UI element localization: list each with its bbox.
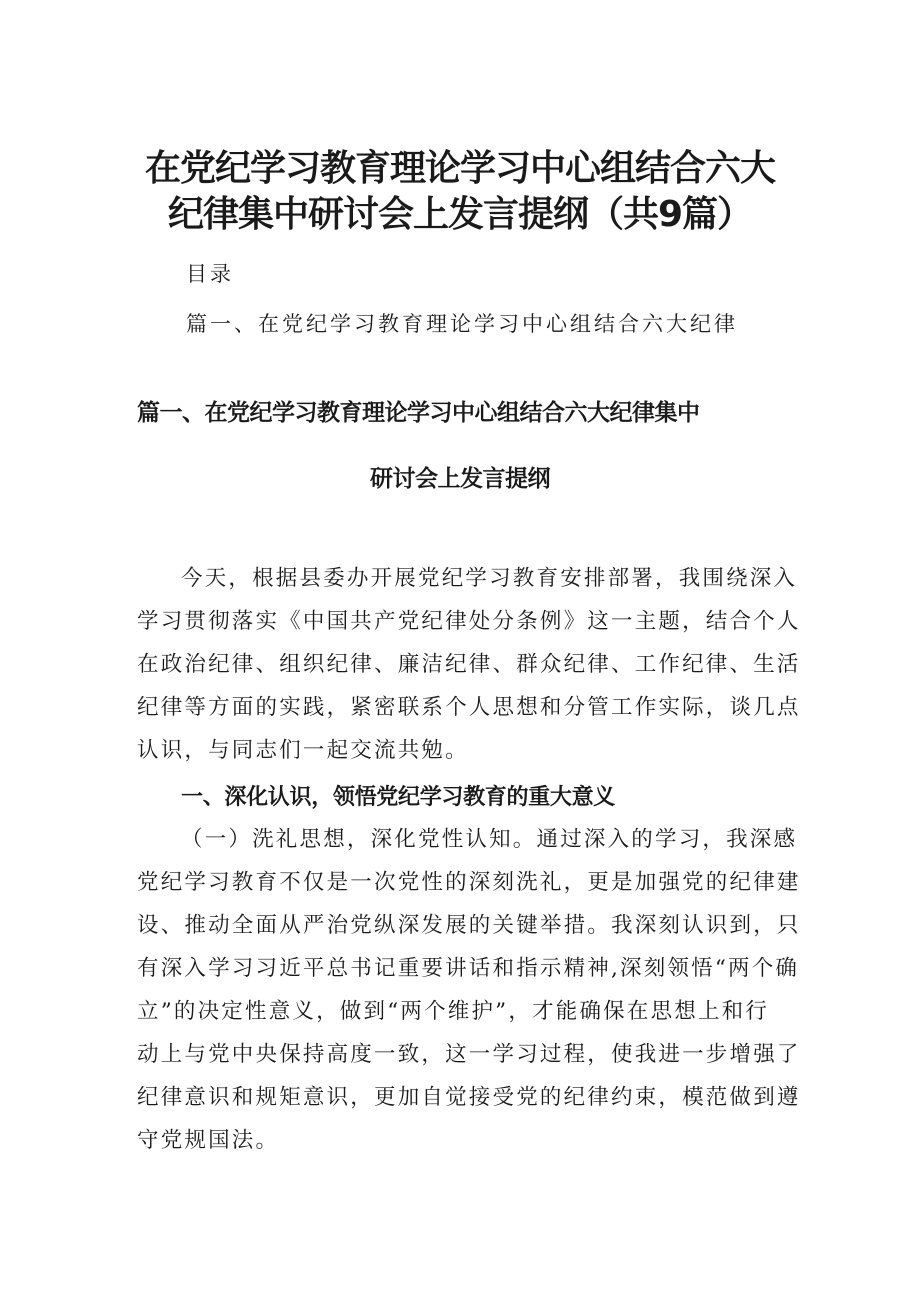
para-line: 立”的决定性意义，做到“两个维护”，才能确保在思想上和行 — [137, 999, 770, 1024]
heading-1: 一、深化认识，领悟党纪学习教育的重大意义 — [181, 785, 616, 810]
section-title-line-1: 篇一、在党纪学习教育理论学习中心组结合六大纪律集中 — [137, 400, 700, 426]
para-line: 设、推动全面从严治党纵深发展的关键举措。我深刻认识到，只 — [137, 913, 801, 938]
doc-title-line-2: 纪律集中研讨会上发言提纲（共9篇） — [167, 194, 753, 235]
para-line: 动上与党中央保持高度一致，这一学习过程，使我进一步增强了 — [137, 1042, 801, 1067]
intro-line: 今天，根据县委办开展党纪学习教育安排部署，我围绕深入 — [181, 566, 798, 591]
toc-label: 目录 — [186, 262, 234, 286]
para-line: （一）洗礼思想，深化党性认知。通过深入的学习，我深感 — [181, 827, 798, 852]
para-line: 党纪学习教育不仅是一次党性的深刻洗礼，更是加强党的纪律建 — [137, 870, 801, 895]
intro-line: 纪律等方面的实践，紧密联系个人思想和分管工作实际，谈几点 — [137, 695, 801, 720]
toc-item[interactable]: 篇一、在党纪学习教育理论学习中心组结合六大纪律 — [186, 312, 738, 336]
para-line: 守党规国法。 — [137, 1128, 280, 1153]
intro-line: 学习贯彻落实《中国共产党纪律处分条例》这一主题，结合个人 — [137, 609, 801, 634]
section-title-line-2: 研讨会上发言提纲 — [370, 466, 550, 492]
intro-line: 认识，与同志们一起交流共勉。 — [137, 738, 469, 763]
para-line: 纪律意识和规矩意识，更加自觉接受党的纪律约束，模范做到遵 — [137, 1085, 801, 1110]
doc-title-line-1: 在党纪学习教育理论学习中心组结合六大 — [144, 148, 775, 189]
para-line: 有深入学习习近平总书记重要讲话和指示精神,深刻领悟“两个确 — [137, 956, 800, 981]
intro-line: 在政治纪律、组织纪律、廉洁纪律、群众纪律、工作纪律、生活 — [137, 652, 801, 677]
